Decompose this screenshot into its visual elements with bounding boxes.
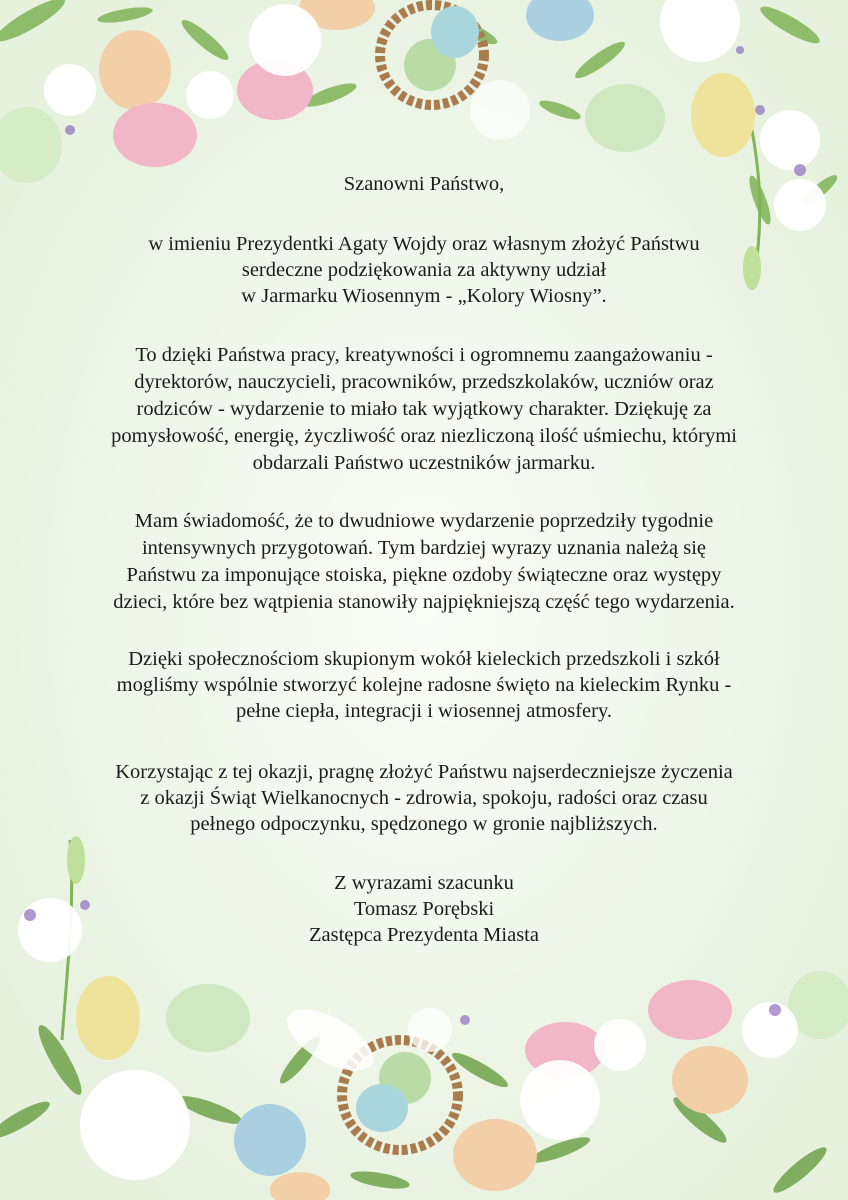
paragraph-5-line-1: Korzystając z tej okazji, pragnę złożyć Państwu najserdeczniejsze życzenia <box>115 761 733 783</box>
closing: Z wyrazami szacunku <box>334 872 514 894</box>
paragraph-2-line-4: pomysłowość, energię, życzliwość oraz niezliczoną ilość uśmiechu, którymi <box>111 425 737 447</box>
paragraph-1-line-3: w Jarmarku Wiosennym - „Kolory Wiosny”. <box>241 285 607 307</box>
paragraph-4-line-1: Dzięki społecznościom skupionym wokół kieleckich przedszkoli i szkół <box>128 648 720 670</box>
paragraph-3-line-2: intensywnych przygotowań. Tym bardziej wyrazy uznania należą się <box>141 537 706 559</box>
paragraph-2-line-5: obdarzali Państwo uczestników jarmarku. <box>252 452 596 474</box>
signatory-name: Tomasz Porębski <box>353 898 495 920</box>
paragraph-5-line-3: pełnego odpoczynku, spędzonego w gronie najbliższych. <box>190 813 658 835</box>
paragraph-3-line-4: dzieci, które bez wątpienia stanowiły najpiękniejszą część tego wydarzenia. <box>113 591 735 613</box>
paragraph-4-line-2: mogliśmy wspólnie stworzyć kolejne radosne święto na kieleckim Rynku - <box>116 674 732 696</box>
paragraph-3-line-3: Państwu za imponujące stoiska, piękne ozdoby świąteczne oraz występy <box>126 564 722 586</box>
paragraph-3-line-1: Mam świadomość, że to dwudniowe wydarzenie poprzedziły tygodnie <box>134 510 714 532</box>
paragraph-5-line-2: z okazji Świąt Wielkanocnych - zdrowia, spokoju, radości oraz czasu <box>140 787 708 809</box>
paragraph-1-line-2: serdeczne podziękowania za aktywny udział <box>241 259 607 281</box>
paragraph-2-line-3: rodziców - wydarzenie to miało tak wyjątkowy charakter. Dziękuję za <box>136 398 712 420</box>
signatory-title: Zastępca Prezydenta Miasta <box>309 924 539 946</box>
paragraph-4-line-3: pełne ciepła, integracji i wiosennej atmosfery. <box>235 700 613 722</box>
greeting: Szanowni Państwo, <box>343 173 505 195</box>
paragraph-1-line-1: w imieniu Prezydentki Agaty Wojdy oraz własnym złożyć Państwu <box>148 233 700 255</box>
paragraph-2-line-1: To dzięki Państwa pracy, kreatywności i ogromnemu zaangażowaniu - <box>135 344 713 366</box>
paragraph-2-line-2: dyrektorów, nauczycieli, pracowników, przedszkolaków, uczniów oraz <box>134 371 714 393</box>
